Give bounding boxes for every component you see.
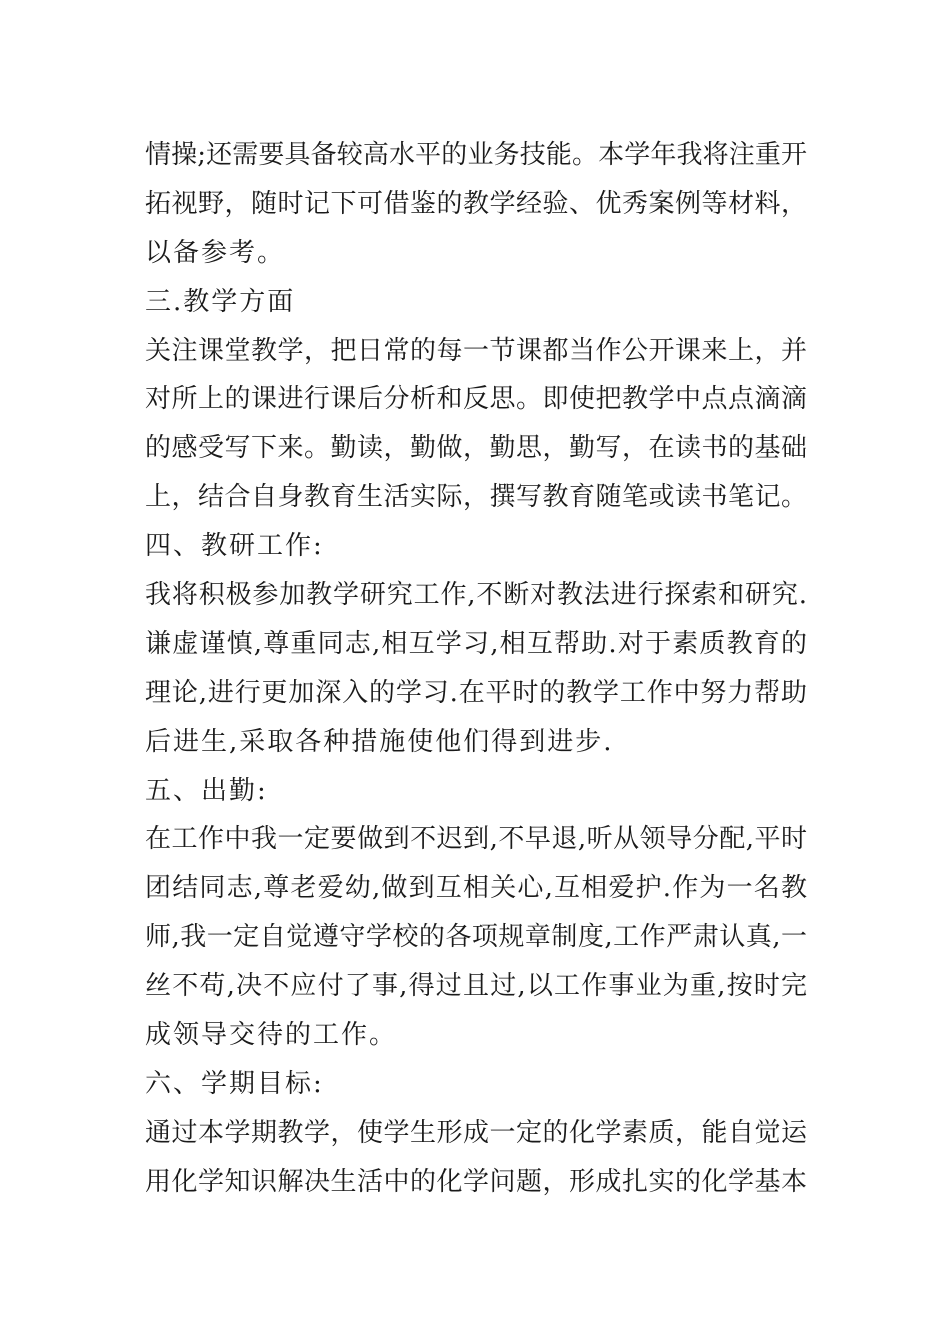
paragraph-line: 我将积极参加教学研究工作,不断对教法进行探索和研究. bbox=[145, 580, 807, 611]
paragraph-line: 理论,进行更加深入的学习.在平时的教学工作中努力帮助 bbox=[145, 677, 807, 708]
paragraph-line: 上，结合自身教育生活实际，撰写教育随笔或读书笔记。 bbox=[145, 482, 807, 513]
paragraph-line: 成领导交待的工作。 bbox=[145, 1020, 398, 1051]
paragraph-line: 谦虚谨慎,尊重同志,相互学习,相互帮助.对于素质教育的 bbox=[145, 628, 807, 659]
paragraph-line: 对所上的课进行课后分析和反思。即使把教学中点点滴滴 bbox=[145, 384, 807, 415]
paragraph-line: 关注课堂教学，把日常的每一节课都当作公开课来上，并 bbox=[145, 335, 807, 366]
paragraph-line: 情操;还需要具备较高水平的业务技能。本学年我将注重开 bbox=[145, 140, 807, 170]
paragraph-line: 的感受写下来。勤读，勤做，勤思，勤写，在读书的基础 bbox=[145, 433, 807, 464]
section-heading: 六、学期目标: bbox=[145, 1068, 324, 1099]
paragraph-line: 用化学知识解决生活中的化学问题，形成扎实的化学基本 bbox=[145, 1166, 807, 1197]
paragraph-line: 团结同志,尊老爱幼,做到互相关心,互相爱护.作为一名教 bbox=[145, 873, 807, 904]
paragraph-line: 后进生,采取各种措施使他们得到进步. bbox=[145, 726, 614, 757]
section-heading: 五、出勤: bbox=[145, 775, 268, 806]
paragraph-line: 拓视野，随时记下可借鉴的教学经验、优秀案例等材料， bbox=[145, 188, 807, 219]
paragraph-line: 丝不苟,决不应付了事,得过且过,以工作事业为重,按时完 bbox=[145, 971, 807, 1002]
paragraph-line: 通过本学期教学，使学生形成一定的化学素质，能自觉运 bbox=[145, 1117, 807, 1148]
document-page bbox=[145, 131, 807, 1207]
section-heading: 四、教研工作: bbox=[145, 531, 324, 562]
paragraph-line: 师,我一定自觉遵守学校的各项规章制度,工作严肃认真,一 bbox=[145, 922, 807, 953]
section-heading: 三.教学方面 bbox=[145, 286, 296, 317]
paragraph-line: 以备参考。 bbox=[145, 237, 286, 268]
paragraph-line: 在工作中我一定要做到不迟到,不早退,听从领导分配,平时 bbox=[145, 824, 807, 855]
